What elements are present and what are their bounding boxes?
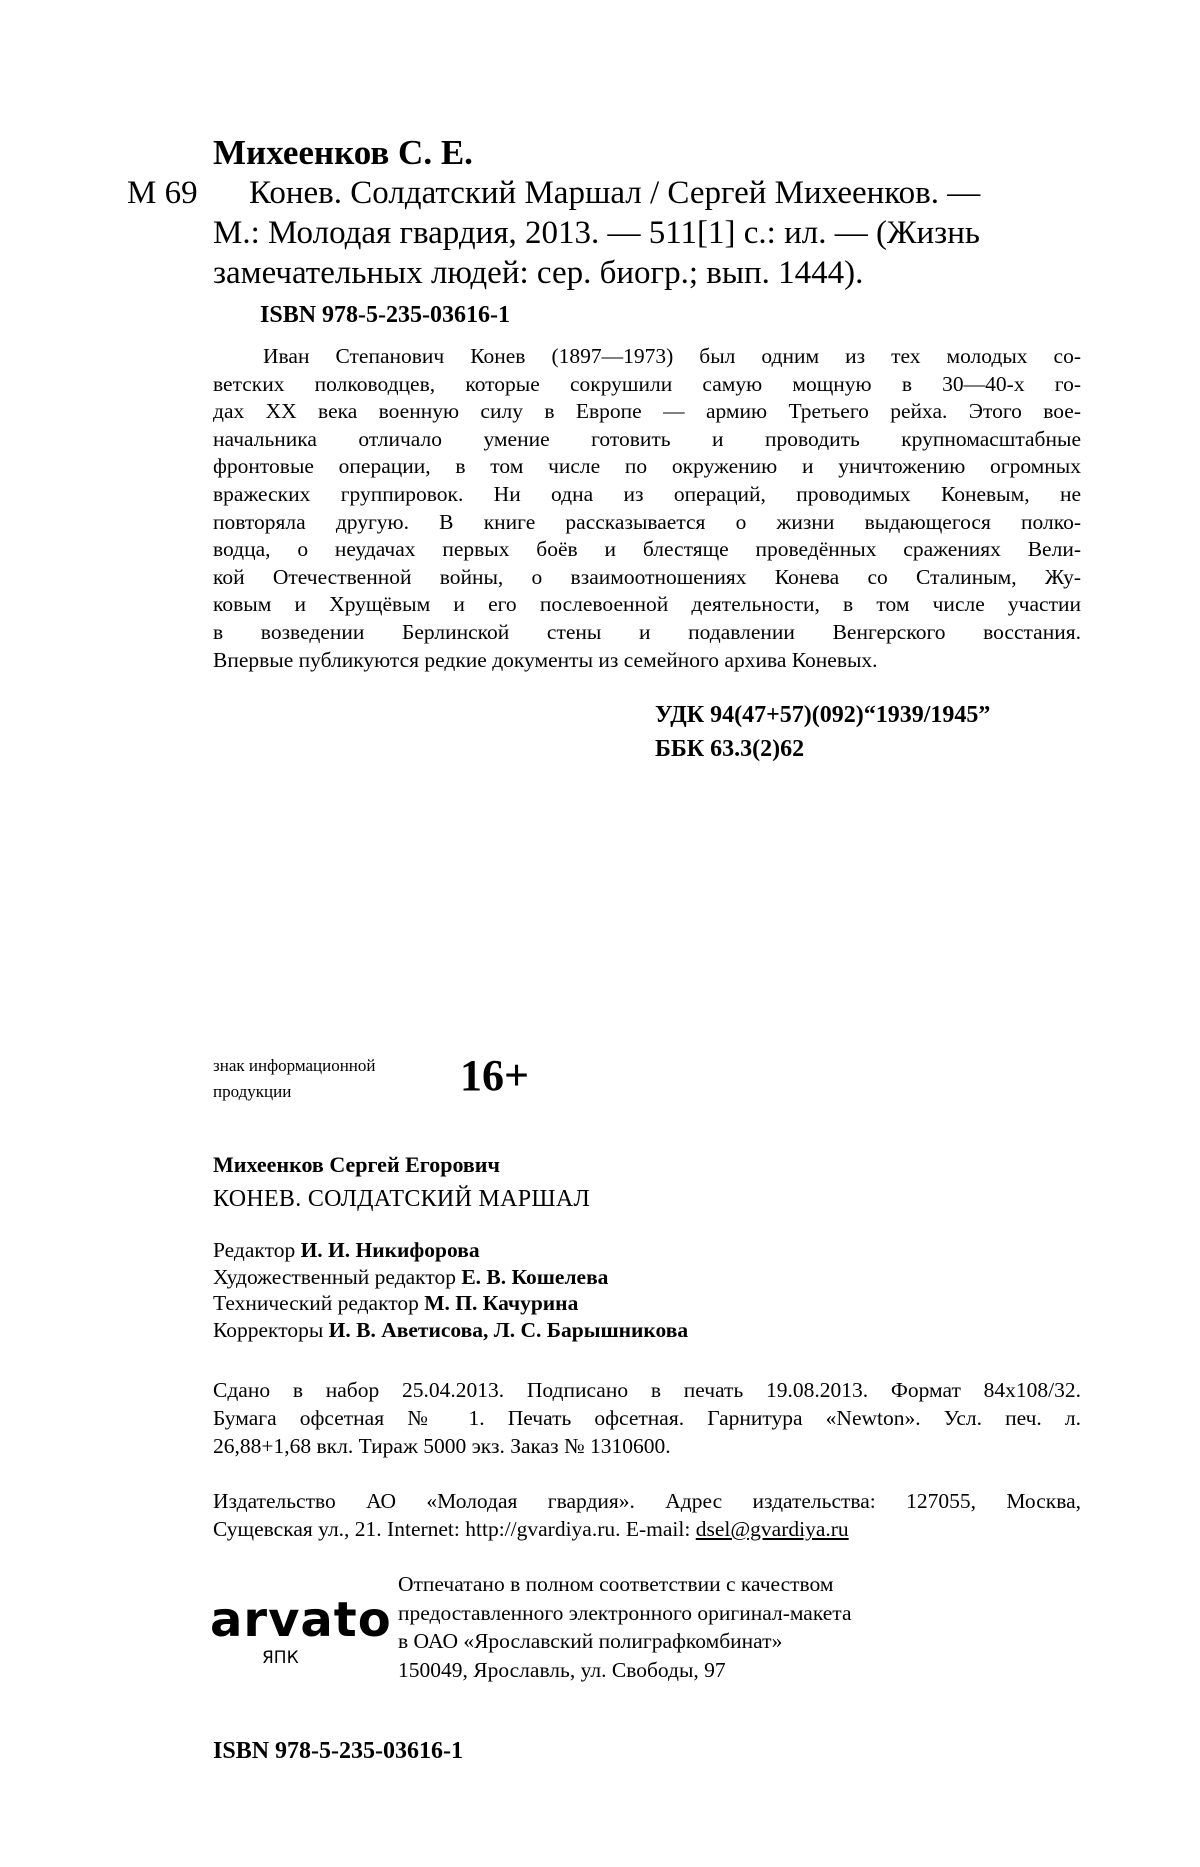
printer-line: в ОАО «Ярославский полиграфкомбинат» [398, 1629, 783, 1653]
printer-line: Отпечатано в полном соответствии с качеством [398, 1572, 834, 1596]
printer-info [398, 1570, 852, 1684]
annotation-line: ковым и Хрущёвым и его послевоенной деятельности, в том числе участии [213, 592, 1081, 617]
staff-name: М. П. Качурина [424, 1291, 579, 1315]
staff-role: Корректоры [213, 1317, 329, 1342]
printer-line: 150049, Ярославль, ул. Свободы, 97 [398, 1657, 726, 1682]
annotation-line: в возведении Берлинской стены и подавлении Венгерского восстания. [213, 619, 1081, 644]
staff-role: Технический редактор [213, 1291, 425, 1315]
udk-code: УДК 94(47+57)(092)“1939/1945” [655, 702, 991, 728]
staff-row [213, 1290, 688, 1317]
print-details [213, 1376, 1081, 1460]
publisher-email-link[interactable]: dsel@gvardiya.ru [695, 1517, 849, 1541]
publisher-contact-prefix: Сущевская ул., 21. Internet: http://gvardiya.ru. E-mail: [213, 1517, 696, 1541]
annotation-line: кой Отечественной войны, о взаимоотношениях Конева со Сталиным, Жу- [213, 564, 1081, 589]
annotation-line: фронтовые операции, в том числе по окружению и уничтожению огромных [213, 454, 1081, 479]
age-mark-label [213, 1053, 376, 1105]
publisher-address-line: Издательство АО «Молодая гвардия». Адрес издательства: 127055, Москва, [213, 1489, 1081, 1513]
age-rating: 16+ [460, 1051, 530, 1100]
staff-name: Е. В. Кошелева [461, 1264, 609, 1289]
imprint-title: КОНЕВ. СОЛДАТСКИЙ МАРШАЛ [213, 1186, 591, 1212]
annotation-line: Иван Степанович Конев (1897—1973) был одним из тех молодых со- [263, 344, 1081, 368]
annotation-line: Впервые публикуются редкие документы из семейного архива Коневых. [213, 647, 878, 672]
print-details-line: Бумага офсетная № 1. Печать офсетная. Гарнитура «Newton». Усл. печ. л. [213, 1406, 1081, 1430]
staff-role: Редактор [213, 1238, 301, 1262]
annotation-line: водца, о неудачах первых боёв и блестяще проведённых сражениях Вели- [213, 537, 1081, 562]
isbn-top: ISBN 978-5-235-03616-1 [260, 302, 510, 328]
age-mark-label-line-1: знак информационной [213, 1056, 376, 1075]
annotation-line: вражеских группировок. Ни одна из операций, проводимых Коневым, не [213, 481, 1081, 506]
annotation [213, 343, 1081, 674]
age-mark-label-line-2: продукции [213, 1082, 292, 1101]
publisher-info [213, 1487, 1081, 1543]
staff-row [213, 1317, 688, 1344]
arvato-logo-subtitle: ЯПК [262, 1648, 299, 1668]
print-details-line: 26,88+1,68 вкл. Тираж 5000 экз. Заказ № 1310600. [213, 1434, 671, 1458]
biblio-line-3: замечательных людей: сер. биогр.; вып. 1444). [213, 255, 864, 291]
biblio-line-2: М.: Молодая гвардия, 2013. — 511[1] с.: ил. — (Жизнь [213, 215, 980, 251]
print-details-line: Сдано в набор 25.04.2013. Подписано в печать 19.08.2013. Формат 84x108/32. [213, 1378, 1081, 1402]
classification-codes [655, 698, 990, 766]
staff-role: Художественный редактор [213, 1264, 462, 1289]
arvato-logo: arvato [210, 1592, 392, 1648]
isbn-bottom: ISBN 978-5-235-03616-1 [213, 1738, 463, 1764]
imprint-author: Михеенков Сергей Егорович [213, 1152, 500, 1177]
annotation-line: ветских полководцев, которые сокрушили самую мощную в 30—40-х го- [213, 371, 1081, 396]
staff-name: И. И. Никифорова [300, 1238, 480, 1262]
bibliographic-record [213, 173, 1093, 293]
call-number: М 69 [127, 175, 198, 211]
bbk-code: ББК 63.3(2)62 [655, 736, 805, 762]
staff-row [213, 1264, 688, 1291]
annotation-line: повторяла другую. В книге рассказывается о жизни выдающегося полко- [213, 509, 1081, 534]
author-heading: Михеенков С. Е. [213, 133, 473, 172]
biblio-line-1: Конев. Солдатский Маршал / Сергей Михеенков. — [249, 175, 981, 211]
printer-line: предоставленного электронного оригинал-макета [398, 1600, 852, 1625]
annotation-line: дах XX века военную силу в Европе — армию Третьего рейха. Этого вое- [213, 399, 1081, 424]
annotation-line: начальника отличало умение готовить и проводить крупномасштабные [213, 426, 1081, 451]
staff-name: И. В. Аветисова, Л. С. Барышникова [328, 1317, 689, 1342]
staff-row [213, 1237, 688, 1264]
editorial-staff [213, 1237, 688, 1343]
publisher-contact-line [213, 1515, 1081, 1543]
